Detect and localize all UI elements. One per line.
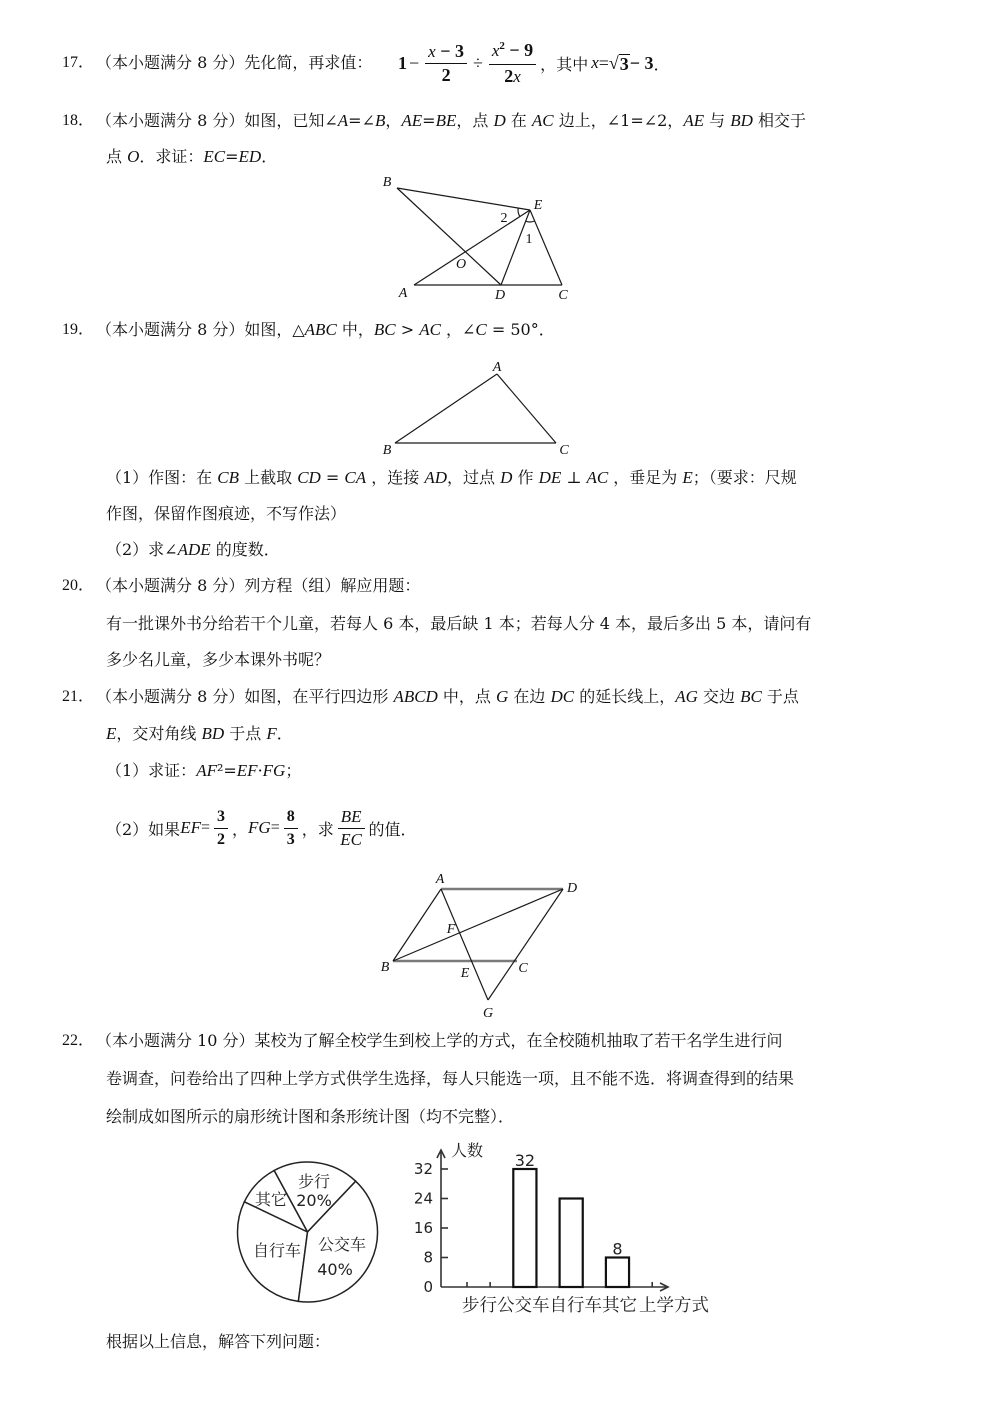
text-run: ， — [385, 111, 402, 130]
text-run: 的延长线上， — [574, 687, 676, 706]
fraction-denominator: EC — [340, 829, 362, 849]
q19-part1-line2 — [106, 504, 346, 524]
text-run: ，垂足为 — [608, 468, 683, 487]
text-run: 边上，∠1=∠2， — [553, 111, 684, 130]
text-run: 上截取 — [239, 468, 298, 487]
pie-slice-label: 公交车 — [317, 1235, 367, 1254]
math-variable: AD — [424, 468, 447, 487]
fraction — [284, 807, 298, 850]
figure-q18 — [370, 165, 590, 305]
text-run: （2）求∠ — [106, 540, 178, 559]
text-run: = — [225, 147, 239, 166]
y-tick-label: 16 — [413, 1219, 433, 1237]
y-tick-label: 32 — [413, 1160, 433, 1178]
fraction-numerator: BE — [338, 807, 365, 829]
formula-term: − 3 — [435, 41, 464, 61]
math-variable: C — [475, 320, 487, 339]
math-variable: O — [127, 147, 140, 166]
bar — [513, 1169, 536, 1287]
text-run: = — [320, 468, 345, 487]
fraction — [214, 807, 228, 850]
question-body: 绘制成如图所示的扇形统计图和条形统计图（均不完整）． — [106, 1107, 515, 1126]
math-variable: AF — [196, 761, 217, 780]
fraction-numerator: 3 — [214, 807, 228, 829]
math-variable: CB — [217, 468, 240, 487]
y-tick-label: 24 — [413, 1189, 433, 1208]
math-variable: FG — [262, 761, 286, 780]
angle-label: 1 — [525, 232, 533, 247]
point-label: D — [494, 288, 506, 303]
segment-DG — [488, 889, 563, 1000]
q19-part2 — [106, 540, 280, 560]
q17-formula — [398, 40, 670, 86]
pie-slice-label: 其它 — [254, 1190, 288, 1209]
equals-sign: = — [270, 819, 280, 836]
text-run: 于点 — [761, 687, 799, 706]
question-number: 19． — [62, 321, 95, 338]
fraction-numerator — [489, 40, 536, 65]
fraction — [338, 807, 365, 850]
math-variable: EF — [180, 818, 201, 837]
math-variable: D — [493, 111, 506, 130]
bar-data-label: 32 — [514, 1151, 536, 1170]
math-variable: BD — [730, 111, 753, 130]
text-run: 交边 — [697, 687, 741, 706]
question-text: （本小题满分 8 分）列方程（组）解应用题： — [96, 576, 421, 595]
y-tick-label: 8 — [423, 1248, 433, 1267]
text-run: 相交于 — [752, 111, 807, 130]
fraction-numerator — [425, 41, 467, 64]
text-run: ；（要求：尺规 — [692, 468, 797, 487]
figure-q21 — [370, 865, 590, 1025]
text-run: ，点 — [456, 111, 494, 130]
question-number: 17． — [62, 54, 95, 71]
question-number: 18． — [62, 112, 95, 129]
text-run: = — [422, 111, 436, 130]
text-run: ，∠ — [440, 320, 476, 339]
text-run: ，过点 — [447, 468, 501, 487]
segment-AC — [497, 374, 556, 443]
point-label: E — [533, 198, 543, 213]
minus-sign: − — [409, 52, 420, 73]
math-variable: D — [500, 468, 513, 487]
math-variable: AE — [683, 111, 705, 130]
text-run: （本小题满分 8 分）如图，已知∠ — [96, 111, 338, 130]
math-variable: AG — [675, 687, 698, 706]
q19-part1-line1 — [106, 468, 797, 488]
question-body: 有一批课外书分给若干个儿童，若每人 6 本，最后缺 1 本；若每人分 4 本，最后多出 5 本，请问有 — [106, 614, 812, 633]
text-run: ⊥ — [561, 468, 587, 487]
fraction-numerator: 8 — [284, 807, 298, 829]
text-run: = 50°． — [486, 320, 555, 339]
math-variable: x — [491, 40, 500, 60]
pie-percent-label: 20% — [296, 1191, 332, 1210]
angle-label: 2 — [500, 211, 508, 226]
angle-1-arc — [526, 221, 535, 222]
point-label: C — [558, 288, 568, 303]
fraction-denominator — [504, 65, 521, 87]
x-category-label: 步行 — [462, 1296, 497, 1316]
angle-2-arc — [518, 208, 520, 217]
fraction — [425, 41, 467, 85]
point-label: F — [446, 922, 456, 937]
pie-slice-label: 自行车 — [252, 1241, 302, 1260]
bar-chart — [405, 1135, 715, 1295]
math-variable: CD — [297, 468, 321, 487]
math-variable: AC — [531, 111, 554, 130]
formula-term: − 9 — [504, 39, 534, 60]
math-variable: ABC — [304, 320, 337, 339]
x-axis-label: 上学方式 — [639, 1296, 709, 1316]
math-variable: E — [106, 724, 117, 743]
punctuation: ． — [653, 54, 670, 74]
question-text: （本小题满分 10 分）某校为了解全校学生到校上学的方式，在全校随机抽取了若干名学生进行问 — [96, 1031, 783, 1050]
text-run: =∠ — [348, 111, 375, 130]
question-number: 21． — [62, 688, 95, 705]
segment-AE — [414, 210, 530, 285]
point-label: E — [460, 966, 470, 981]
text-run: > — [395, 320, 420, 339]
pie-slice-label: 步行 — [297, 1172, 331, 1191]
math-variable: AE — [401, 111, 423, 130]
point-label: B — [382, 175, 392, 190]
math-variable: A — [337, 111, 349, 130]
text-run: 中， — [336, 320, 374, 339]
math-variable: ADE — [177, 540, 211, 559]
point-label: D — [566, 881, 578, 896]
question-body: 卷调查，问卷给出了四种上学方式供学生选择，每人只能选一项，且不能不选．将调查得到的结果 — [106, 1069, 795, 1088]
text-run: ． — [276, 724, 293, 743]
bar — [560, 1199, 583, 1288]
text-run: 的值． — [368, 819, 417, 839]
math-variable: x — [428, 42, 436, 61]
y-tick-label: 0 — [423, 1278, 433, 1296]
divide-sign: ÷ — [472, 52, 483, 73]
point-label: A — [398, 286, 408, 301]
text-run: ，交对角线 — [116, 724, 202, 743]
segment-AB — [395, 374, 497, 443]
fraction-denominator: 3 — [286, 830, 295, 848]
y-axis-label: 人数 — [450, 1141, 484, 1160]
point-label: A — [435, 872, 445, 887]
fraction-denominator: 2 — [441, 65, 451, 85]
q21-part1 — [106, 761, 301, 781]
pie-percent-label: 40% — [317, 1260, 353, 1279]
math-variable: B — [374, 111, 386, 130]
x-category-label: 自行车 — [549, 1296, 602, 1316]
point-label: B — [380, 960, 390, 975]
math-variable: G — [496, 687, 509, 706]
question-prompt: 根据以上信息，解答下列问题： — [106, 1332, 331, 1351]
text-run: 作图，保留作图痕迹，不写作法） — [106, 504, 347, 523]
math-variable: AC — [586, 468, 609, 487]
question-text: （本小题满分 8 分）先化简，再求值： — [96, 53, 373, 72]
text-run: ，连接 — [366, 468, 425, 487]
text-run: 作 — [512, 468, 539, 487]
point-label: C — [518, 961, 528, 976]
math-variable: DC — [550, 687, 575, 706]
text-run: 在 — [505, 111, 532, 130]
text-run: （1）作图：在 — [106, 468, 218, 487]
equals-sign: = — [598, 52, 609, 73]
text-run: · — [257, 761, 263, 780]
fraction-denominator: 2 — [217, 830, 225, 848]
exponent: 2 — [499, 39, 505, 52]
point-label: O — [455, 257, 467, 272]
text-run: 点 — [106, 147, 128, 166]
text-run: ．求证： — [139, 147, 204, 166]
math-variable: BC — [740, 687, 762, 706]
q21-line1 — [96, 687, 799, 707]
text-run: （本小题满分 8 分）如图，在平行四边形 — [96, 687, 394, 706]
q21-part2 — [106, 805, 417, 851]
point-label: C — [559, 443, 569, 458]
x-category-label: 其它 — [602, 1296, 637, 1316]
math-variable: EF — [236, 761, 258, 780]
punctuation: ， — [232, 819, 249, 839]
x-category-label: 公交车 — [497, 1296, 550, 1316]
x-axis-category-labels — [462, 1296, 709, 1316]
math-variable: CA — [344, 468, 367, 487]
text-run: （2）如果 — [106, 819, 181, 839]
radicand: 3 — [619, 53, 629, 74]
text-run: ，求 — [301, 819, 334, 839]
pie-chart — [232, 1157, 384, 1309]
q18-line2 — [106, 147, 277, 167]
text-run: 的度数． — [210, 540, 280, 559]
math-variable: EC — [203, 147, 226, 166]
math-variable: BD — [201, 724, 225, 743]
math-variable: DE — [538, 468, 562, 487]
text-run: 于点 — [224, 724, 267, 743]
radical-sign: √ — [608, 52, 619, 73]
question-body: 多少名儿童，多少本课外书呢？ — [106, 650, 331, 669]
bar — [606, 1258, 629, 1288]
equals-sign: = — [200, 819, 210, 836]
q21-line2 — [106, 724, 293, 744]
text-run: （本小题满分 8 分）如图，△ — [96, 320, 305, 339]
formula-term: 1 — [398, 52, 407, 73]
bar-data-label: 8 — [612, 1239, 623, 1259]
text-run: ． — [261, 147, 278, 166]
math-variable: x — [591, 53, 599, 72]
math-variable: ABCD — [393, 687, 438, 706]
math-variable: BC — [373, 320, 396, 339]
math-variable: ED — [238, 147, 262, 166]
text-run: （1）求证： — [106, 761, 197, 780]
question-number: 20． — [62, 577, 95, 594]
q19-line1 — [96, 320, 555, 340]
segment-AG — [441, 889, 488, 1000]
point-label: A — [492, 360, 502, 375]
math-variable: F — [266, 724, 277, 743]
q18-line1 — [96, 111, 806, 131]
math-variable: AC — [419, 320, 441, 339]
math-variable: BE — [435, 111, 457, 130]
segment-BD — [393, 889, 563, 961]
fraction — [489, 40, 536, 87]
text-run: 与 — [704, 111, 731, 130]
formula-term: 2 — [504, 65, 514, 86]
point-label: B — [382, 443, 392, 458]
text-run: ； — [285, 761, 302, 780]
math-variable: x — [513, 66, 521, 86]
point-label: G — [482, 1006, 494, 1021]
text-run: ²= — [216, 761, 237, 780]
text-run: 中，点 — [437, 687, 497, 706]
question-number: 22． — [62, 1032, 95, 1049]
figure-q19 — [375, 355, 575, 460]
math-variable: FG — [248, 818, 271, 837]
condition-label: 其中 — [556, 54, 589, 74]
formula-term: − 3 — [629, 52, 654, 73]
punctuation: ， — [540, 54, 557, 74]
math-variable: E — [682, 468, 693, 487]
text-run: 在边 — [508, 687, 551, 706]
